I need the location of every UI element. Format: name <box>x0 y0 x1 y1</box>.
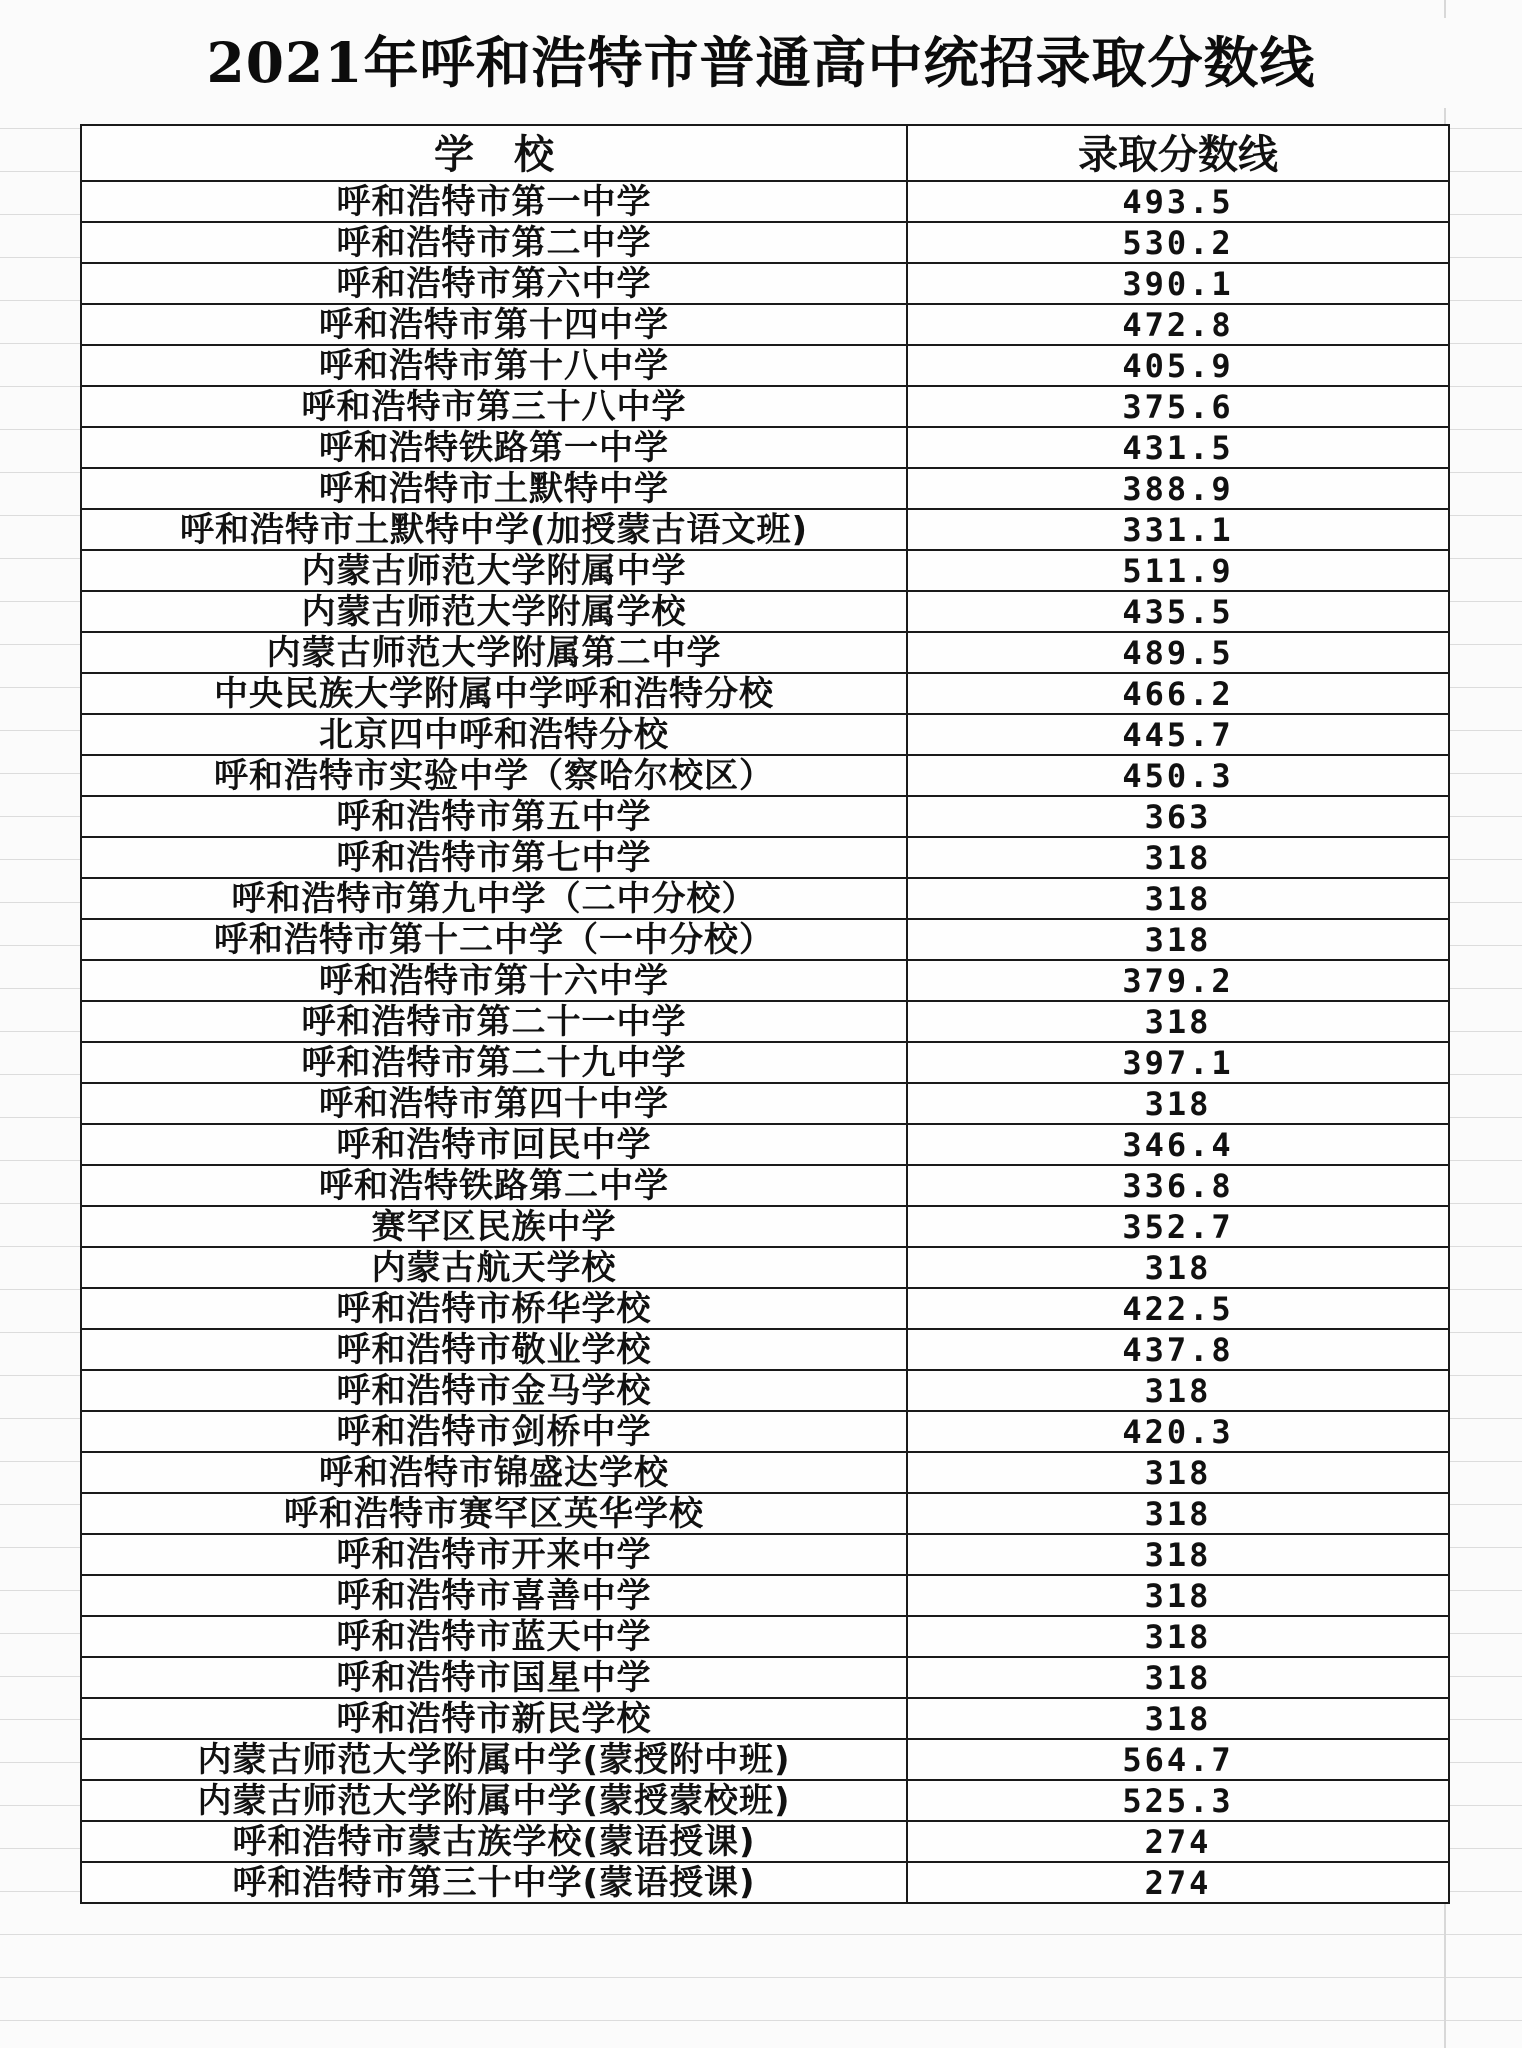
admission-score-cell: 379.2 <box>907 960 1449 1001</box>
admission-score-cell: 318 <box>907 919 1449 960</box>
school-name-cell: 呼和浩特市第二十一中学 <box>81 1001 907 1042</box>
table-row <box>81 1247 1449 1288</box>
school-name-cell: 内蒙古师范大学附属第二中学 <box>81 632 907 673</box>
admission-score-cell: 405.9 <box>907 345 1449 386</box>
table-row <box>81 878 1449 919</box>
school-name-cell: 呼和浩特市敬业学校 <box>81 1329 907 1370</box>
school-name-cell: 呼和浩特市第四十中学 <box>81 1083 907 1124</box>
admission-score-cell: 445.7 <box>907 714 1449 755</box>
school-name-cell: 内蒙古师范大学附属中学(蒙授附中班) <box>81 1739 907 1780</box>
table-header-row <box>81 125 1449 181</box>
school-name-cell: 呼和浩特市国星中学 <box>81 1657 907 1698</box>
table-row <box>81 1165 1449 1206</box>
table-row <box>81 1411 1449 1452</box>
school-name-cell: 呼和浩特市第十六中学 <box>81 960 907 1001</box>
table-row <box>81 1657 1449 1698</box>
table-row <box>81 222 1449 263</box>
admission-score-cell: 450.3 <box>907 755 1449 796</box>
school-name-cell: 呼和浩特铁路第一中学 <box>81 427 907 468</box>
school-name-cell: 呼和浩特市第十四中学 <box>81 304 907 345</box>
table-row <box>81 919 1449 960</box>
school-name-cell: 呼和浩特市第六中学 <box>81 263 907 304</box>
school-name-cell: 呼和浩特市剑桥中学 <box>81 1411 907 1452</box>
table-row <box>81 1370 1449 1411</box>
school-name-cell: 呼和浩特市金马学校 <box>81 1370 907 1411</box>
admission-score-cell: 435.5 <box>907 591 1449 632</box>
page-title: 2021年呼和浩特市普通高中统招录取分数线 <box>0 18 1522 108</box>
table-row <box>81 1452 1449 1493</box>
admission-score-cell: 318 <box>907 878 1449 919</box>
header-score: 录取分数线 <box>907 125 1449 181</box>
table-row <box>81 714 1449 755</box>
table-row <box>81 1780 1449 1821</box>
school-name-cell: 呼和浩特市桥华学校 <box>81 1288 907 1329</box>
school-name-cell: 呼和浩特市第二十九中学 <box>81 1042 907 1083</box>
table-row <box>81 673 1449 714</box>
table-row <box>81 1124 1449 1165</box>
header-school: 学 校 <box>81 125 907 181</box>
admission-score-cell: 331.1 <box>907 509 1449 550</box>
table-row <box>81 263 1449 304</box>
admission-score-cell: 431.5 <box>907 427 1449 468</box>
admission-score-cell: 318 <box>907 1370 1449 1411</box>
admission-score-cell: 318 <box>907 1247 1449 1288</box>
admission-score-cell: 525.3 <box>907 1780 1449 1821</box>
school-name-cell: 内蒙古师范大学附属学校 <box>81 591 907 632</box>
table-row <box>81 1042 1449 1083</box>
school-name-cell: 呼和浩特市第二中学 <box>81 222 907 263</box>
admission-score-cell: 420.3 <box>907 1411 1449 1452</box>
admission-score-cell: 318 <box>907 1493 1449 1534</box>
table-row <box>81 1739 1449 1780</box>
table-row <box>81 468 1449 509</box>
school-name-cell: 赛罕区民族中学 <box>81 1206 907 1247</box>
school-name-cell: 呼和浩特市第七中学 <box>81 837 907 878</box>
admission-score-cell: 318 <box>907 837 1449 878</box>
school-name-cell: 呼和浩特铁路第二中学 <box>81 1165 907 1206</box>
table-row <box>81 591 1449 632</box>
table-row <box>81 304 1449 345</box>
table-row <box>81 1616 1449 1657</box>
school-name-cell: 呼和浩特市第十八中学 <box>81 345 907 386</box>
table-row <box>81 1698 1449 1739</box>
table-row <box>81 755 1449 796</box>
school-name-cell: 呼和浩特市第三十八中学 <box>81 386 907 427</box>
table-row <box>81 632 1449 673</box>
table-row <box>81 509 1449 550</box>
school-name-cell: 呼和浩特市第五中学 <box>81 796 907 837</box>
admission-score-cell: 493.5 <box>907 181 1449 222</box>
admission-score-cell: 336.8 <box>907 1165 1449 1206</box>
admission-score-cell: 466.2 <box>907 673 1449 714</box>
school-name-cell: 呼和浩特市新民学校 <box>81 1698 907 1739</box>
admission-score-cell: 511.9 <box>907 550 1449 591</box>
table-row <box>81 1534 1449 1575</box>
table-row <box>81 1493 1449 1534</box>
admission-score-cell: 390.1 <box>907 263 1449 304</box>
school-name-cell: 中央民族大学附属中学呼和浩特分校 <box>81 673 907 714</box>
table-row <box>81 1329 1449 1370</box>
admission-score-table <box>80 124 1450 1904</box>
admission-score-cell: 388.9 <box>907 468 1449 509</box>
admission-score-cell: 437.8 <box>907 1329 1449 1370</box>
school-name-cell: 呼和浩特市蒙古族学校(蒙语授课) <box>81 1821 907 1862</box>
admission-score-cell: 318 <box>907 1575 1449 1616</box>
table-row <box>81 796 1449 837</box>
table-row <box>81 837 1449 878</box>
table-row <box>81 181 1449 222</box>
table-row <box>81 1083 1449 1124</box>
table-row <box>81 345 1449 386</box>
school-name-cell: 呼和浩特市锦盛达学校 <box>81 1452 907 1493</box>
table-row <box>81 1862 1449 1903</box>
school-name-cell: 内蒙古航天学校 <box>81 1247 907 1288</box>
admission-score-cell: 274 <box>907 1821 1449 1862</box>
school-name-cell: 呼和浩特市蓝天中学 <box>81 1616 907 1657</box>
admission-score-cell: 318 <box>907 1001 1449 1042</box>
school-name-cell: 呼和浩特市第十二中学（一中分校） <box>81 919 907 960</box>
school-name-cell: 呼和浩特市第九中学（二中分校） <box>81 878 907 919</box>
school-name-cell: 内蒙古师范大学附属中学(蒙授蒙校班) <box>81 1780 907 1821</box>
table-row <box>81 427 1449 468</box>
admission-score-cell: 530.2 <box>907 222 1449 263</box>
school-name-cell: 呼和浩特市回民中学 <box>81 1124 907 1165</box>
admission-score-cell: 489.5 <box>907 632 1449 673</box>
admission-score-cell: 564.7 <box>907 1739 1449 1780</box>
table-row <box>81 1001 1449 1042</box>
school-name-cell: 北京四中呼和浩特分校 <box>81 714 907 755</box>
admission-score-cell: 318 <box>907 1698 1449 1739</box>
admission-score-cell: 318 <box>907 1657 1449 1698</box>
school-name-cell: 呼和浩特市赛罕区英华学校 <box>81 1493 907 1534</box>
admission-score-cell: 352.7 <box>907 1206 1449 1247</box>
admission-score-cell: 363 <box>907 796 1449 837</box>
admission-score-cell: 397.1 <box>907 1042 1449 1083</box>
school-name-cell: 呼和浩特市开来中学 <box>81 1534 907 1575</box>
admission-score-cell: 318 <box>907 1616 1449 1657</box>
school-name-cell: 呼和浩特市土默特中学(加授蒙古语文班) <box>81 509 907 550</box>
table-row <box>81 1288 1449 1329</box>
admission-score-cell: 346.4 <box>907 1124 1449 1165</box>
admission-score-cell: 318 <box>907 1083 1449 1124</box>
admission-score-cell: 318 <box>907 1452 1449 1493</box>
table-body <box>81 181 1449 1903</box>
table-row <box>81 550 1449 591</box>
school-name-cell: 呼和浩特市第三十中学(蒙语授课) <box>81 1862 907 1903</box>
school-name-cell: 呼和浩特市第一中学 <box>81 181 907 222</box>
admission-score-cell: 318 <box>907 1534 1449 1575</box>
table-row <box>81 1821 1449 1862</box>
table-row <box>81 386 1449 427</box>
school-name-cell: 呼和浩特市喜善中学 <box>81 1575 907 1616</box>
school-name-cell: 内蒙古师范大学附属中学 <box>81 550 907 591</box>
admission-score-cell: 422.5 <box>907 1288 1449 1329</box>
table-row <box>81 1575 1449 1616</box>
table-row <box>81 960 1449 1001</box>
admission-score-cell: 274 <box>907 1862 1449 1903</box>
school-name-cell: 呼和浩特市实验中学（察哈尔校区） <box>81 755 907 796</box>
admission-score-cell: 472.8 <box>907 304 1449 345</box>
school-name-cell: 呼和浩特市土默特中学 <box>81 468 907 509</box>
admission-score-cell: 375.6 <box>907 386 1449 427</box>
table-row <box>81 1206 1449 1247</box>
